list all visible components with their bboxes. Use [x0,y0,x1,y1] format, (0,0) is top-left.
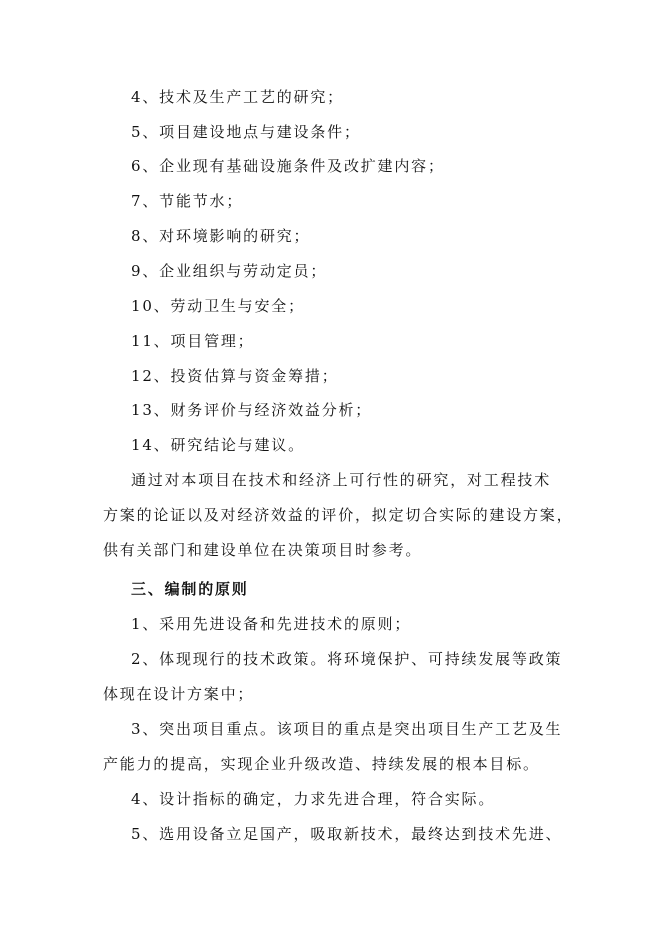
principle-item: 5、选用设备立足国产，吸取新技术，最终达到技术先进、 [131,825,563,843]
list-item: 13、财务评价与经济效益分析； [131,401,373,419]
list-item: 10、劳动卫生与安全； [131,297,305,315]
principle-item: 4、设计指标的确定，力求先进合理，符合实际。 [131,790,496,808]
principle-item-continuation: 产能力的提高，实现企业升级改造、持续发展的根本目标。 [103,755,540,773]
list-item: 14、研究结论与建议。 [131,436,305,454]
principle-item: 2、体现现行的技术政策。将环境保护、可持续发展等政策 [131,650,563,668]
list-item: 4、技术及生产工艺的研究； [131,88,344,106]
summary-paragraph-line: 方案的论证以及对经济效益的评价，拟定切合实际的建设方案， [103,506,574,524]
summary-paragraph-line: 供有关部门和建设单位在决策项目时参考。 [103,541,423,559]
list-item: 12、投资估算与资金筹措； [131,367,339,385]
list-item: 7、节能节水； [131,192,244,210]
principle-item: 1、采用先进设备和先进技术的原则； [131,615,412,633]
summary-paragraph-line: 通过对本项目在技术和经济上可行性的研究，对工程技术 [131,471,552,489]
list-item: 11、项目管理； [131,332,255,350]
list-item: 5、项目建设地点与建设条件； [131,123,361,141]
principle-item: 3、突出项目重点。该项目的重点是突出项目生产工艺及生 [131,720,563,738]
principle-item-continuation: 体现在设计方案中； [103,685,255,703]
list-item: 8、对环境影响的研究； [131,227,311,245]
list-item: 9、企业组织与劳动定员； [131,262,328,280]
list-item: 6、企业现有基础设施条件及改扩建内容； [131,157,445,175]
section-heading: 三、编制的原则 [131,580,249,598]
